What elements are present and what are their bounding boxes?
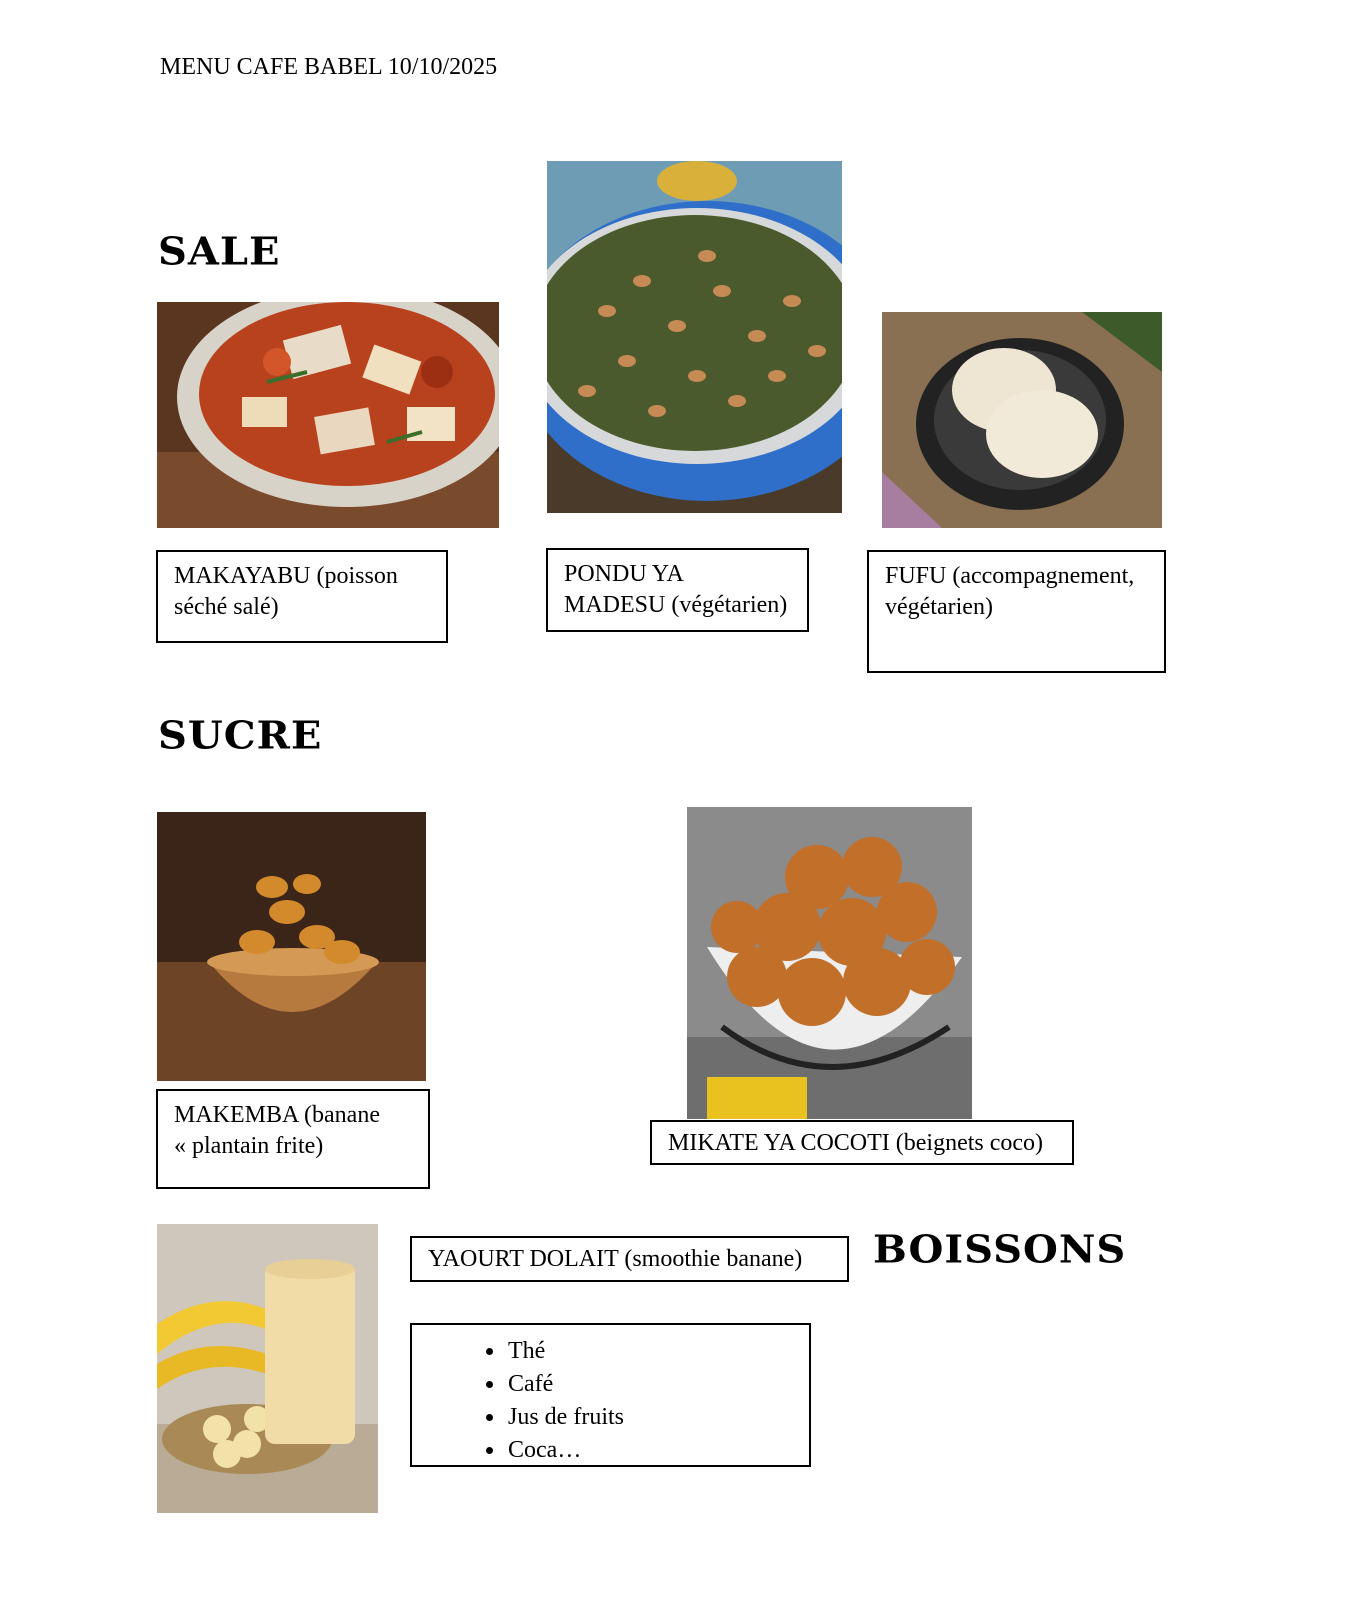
dish-name-line: MADESU (végétarien) <box>564 592 788 618</box>
dish-name-line: PONDU YA <box>564 561 684 587</box>
mikate-photo <box>687 807 972 1119</box>
dish-name-line: MIKATE YA COCOTI (beignets coco) <box>668 1130 1044 1156</box>
dish-name-line: MAKEMBA (banane <box>174 1102 380 1128</box>
dish-card-fufu <box>867 550 1166 673</box>
menu-title: MENU CAFE BABEL 10/10/2025 <box>160 54 498 80</box>
drink-item: • Café <box>506 1368 809 1401</box>
drink-item: • Thé <box>506 1335 809 1368</box>
dish-name-line: MAKAYABU (poisson <box>174 563 398 589</box>
makemba-photo <box>157 812 426 1081</box>
drinks-list <box>412 1335 809 1467</box>
dish-name-line: séché salé) <box>174 594 279 620</box>
dish-card-makemba <box>156 1089 430 1189</box>
section-title-sucre: SUCRE <box>158 713 323 758</box>
dish-card-makayabu <box>156 550 448 643</box>
makayabu-photo <box>157 302 499 528</box>
dish-name-line: YAOURT DOLAIT (smoothie banane) <box>428 1246 803 1272</box>
dish-name-line: « plantain frite) <box>174 1133 324 1159</box>
section-title-boissons: BOISSONS <box>873 1227 1127 1272</box>
fufu-photo <box>882 312 1162 528</box>
drink-item: • Coca… <box>506 1434 809 1467</box>
pondu-photo <box>547 161 842 513</box>
dish-card-yaourt <box>410 1236 849 1282</box>
dish-card-pondu <box>546 548 809 632</box>
section-title-sale: SALE <box>158 229 281 274</box>
yaourt-photo <box>157 1224 378 1513</box>
drinks-box <box>410 1323 811 1467</box>
dish-card-mikate <box>650 1120 1074 1165</box>
dish-name-line: végétarien) <box>885 594 993 620</box>
dish-name-line: FUFU (accompagnement, <box>885 563 1135 589</box>
drink-item: • Jus de fruits <box>506 1401 809 1434</box>
